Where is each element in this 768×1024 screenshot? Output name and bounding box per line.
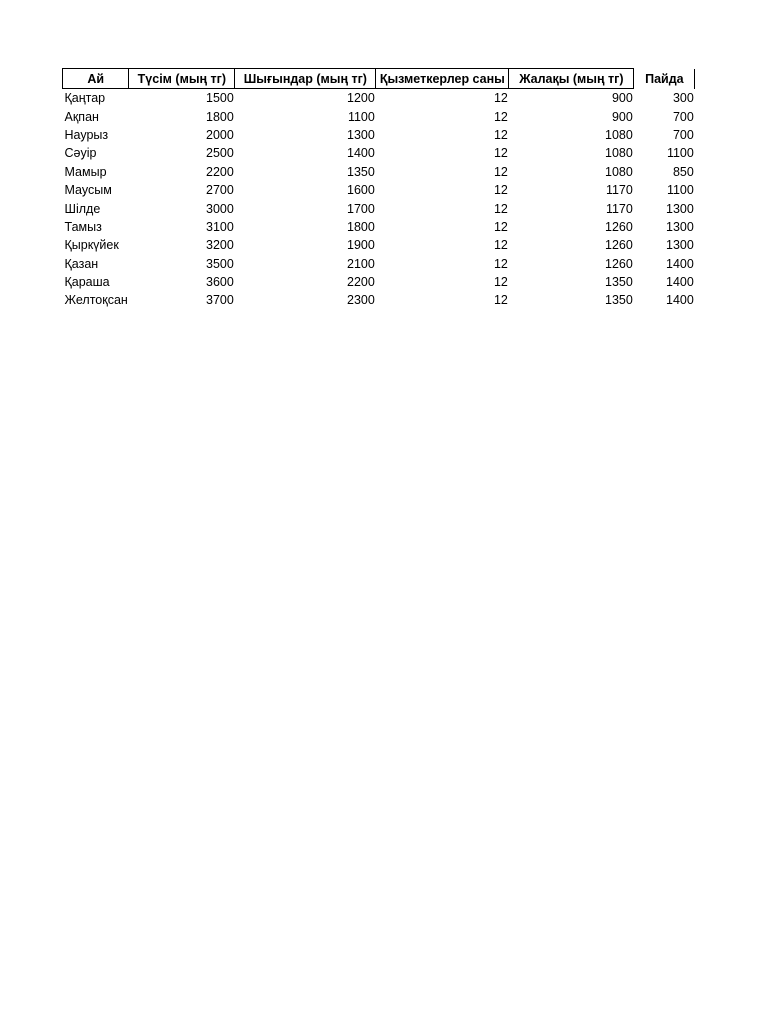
cell-employees[interactable]: 12 — [493, 201, 508, 216]
cell-salary[interactable]: 900 — [611, 109, 633, 124]
table-row — [63, 273, 695, 291]
cell-employees[interactable]: 12 — [493, 275, 508, 290]
cell-expenses[interactable]: 1900 — [347, 238, 375, 253]
cell-revenue[interactable]: 3000 — [206, 201, 234, 216]
cell-employees[interactable]: 12 — [493, 146, 508, 161]
cell-revenue[interactable]: 1500 — [206, 91, 234, 106]
header-month[interactable]: Ай — [63, 69, 129, 89]
cell-employees[interactable]: 12 — [493, 91, 508, 106]
table-row — [63, 163, 695, 181]
cell-expenses[interactable]: 1350 — [347, 164, 375, 179]
cell-expenses[interactable]: 1400 — [347, 146, 375, 161]
cell-profit[interactable]: 1300 — [666, 219, 694, 234]
cell-expenses[interactable]: 2300 — [347, 293, 375, 308]
cell-salary[interactable]: 1260 — [605, 238, 633, 253]
table-row — [63, 255, 695, 273]
cell-profit[interactable]: 1400 — [666, 275, 694, 290]
cell-month[interactable]: Қараша — [64, 275, 110, 290]
header-profit[interactable]: Пайда — [634, 69, 695, 89]
cell-salary[interactable]: 1080 — [605, 146, 633, 161]
cell-salary[interactable]: 1170 — [605, 183, 633, 198]
data-table — [62, 68, 695, 310]
cell-revenue[interactable]: 3600 — [206, 275, 234, 290]
cell-profit[interactable]: 1400 — [666, 293, 694, 308]
cell-expenses[interactable]: 1800 — [347, 219, 375, 234]
cell-month[interactable]: Мамыр — [64, 164, 107, 179]
cell-employees[interactable]: 12 — [493, 238, 508, 253]
cell-salary[interactable]: 1350 — [605, 293, 633, 308]
cell-expenses[interactable]: 1300 — [347, 127, 375, 142]
table-row — [63, 291, 695, 309]
cell-salary[interactable]: 1350 — [605, 275, 633, 290]
table-row — [63, 236, 695, 254]
header-row — [63, 69, 695, 89]
cell-revenue[interactable]: 3200 — [206, 238, 234, 253]
cell-employees[interactable]: 12 — [493, 109, 508, 124]
cell-revenue[interactable]: 3500 — [206, 256, 234, 271]
cell-month[interactable]: Шілде — [64, 201, 101, 216]
cell-salary[interactable]: 900 — [611, 91, 633, 106]
cell-revenue[interactable]: 2000 — [206, 127, 234, 142]
cell-revenue[interactable]: 3700 — [206, 293, 234, 308]
cell-revenue[interactable]: 2200 — [206, 164, 234, 179]
header-employees[interactable]: Қызметкерлер саны — [376, 69, 509, 89]
cell-employees[interactable]: 12 — [493, 164, 508, 179]
cell-month[interactable]: Желтоқсан — [64, 293, 128, 308]
cell-expenses[interactable]: 1100 — [347, 109, 375, 124]
table-row — [63, 144, 695, 162]
cell-employees[interactable]: 12 — [493, 293, 508, 308]
table-row — [63, 199, 695, 217]
cell-expenses[interactable]: 1600 — [347, 183, 375, 198]
cell-profit[interactable]: 700 — [672, 109, 694, 124]
cell-expenses[interactable]: 1200 — [347, 91, 375, 106]
table-row — [63, 181, 695, 199]
cell-month[interactable]: Қазан — [64, 256, 99, 271]
cell-employees[interactable]: 12 — [493, 127, 508, 142]
table-row — [63, 126, 695, 144]
cell-expenses[interactable]: 1700 — [347, 201, 375, 216]
cell-month[interactable]: Сәуір — [64, 146, 97, 161]
cell-employees[interactable]: 12 — [493, 256, 508, 271]
cell-profit[interactable]: 850 — [672, 164, 694, 179]
cell-salary[interactable]: 1080 — [605, 164, 633, 179]
cell-month[interactable]: Ақпан — [64, 109, 99, 124]
header-revenue[interactable]: Түсім (мың тг) — [129, 69, 235, 89]
cell-profit[interactable]: 1300 — [666, 201, 694, 216]
cell-expenses[interactable]: 2100 — [347, 256, 375, 271]
cell-employees[interactable]: 12 — [493, 183, 508, 198]
table-row — [63, 107, 695, 125]
cell-month[interactable]: Наурыз — [64, 127, 109, 142]
cell-profit[interactable]: 1400 — [666, 256, 694, 271]
cell-revenue[interactable]: 2500 — [206, 146, 234, 161]
cell-revenue[interactable]: 2700 — [206, 183, 234, 198]
table-row — [63, 89, 695, 108]
header-salary[interactable]: Жалақы (мың тг) — [509, 69, 634, 89]
cell-month[interactable]: Тамыз — [64, 219, 102, 234]
cell-expenses[interactable]: 2200 — [347, 275, 375, 290]
table-row — [63, 218, 695, 236]
cell-salary[interactable]: 1260 — [605, 219, 633, 234]
cell-profit[interactable]: 700 — [672, 127, 694, 142]
cell-profit[interactable]: 1300 — [666, 238, 694, 253]
cell-profit[interactable]: 1100 — [666, 146, 694, 161]
cell-salary[interactable]: 1080 — [605, 127, 633, 142]
cell-salary[interactable]: 1170 — [605, 201, 633, 216]
cell-salary[interactable]: 1260 — [605, 256, 633, 271]
header-expenses[interactable]: Шығындар (мың тг) — [235, 69, 376, 89]
cell-month[interactable]: Қаңтар — [64, 91, 106, 106]
cell-revenue[interactable]: 1800 — [206, 109, 234, 124]
cell-month[interactable]: Қыркүйек — [64, 238, 119, 253]
cell-profit[interactable]: 1100 — [666, 183, 694, 198]
cell-employees[interactable]: 12 — [493, 219, 508, 234]
cell-month[interactable]: Маусым — [64, 183, 112, 198]
cell-revenue[interactable]: 3100 — [206, 219, 234, 234]
cell-profit[interactable]: 300 — [672, 90, 694, 105]
